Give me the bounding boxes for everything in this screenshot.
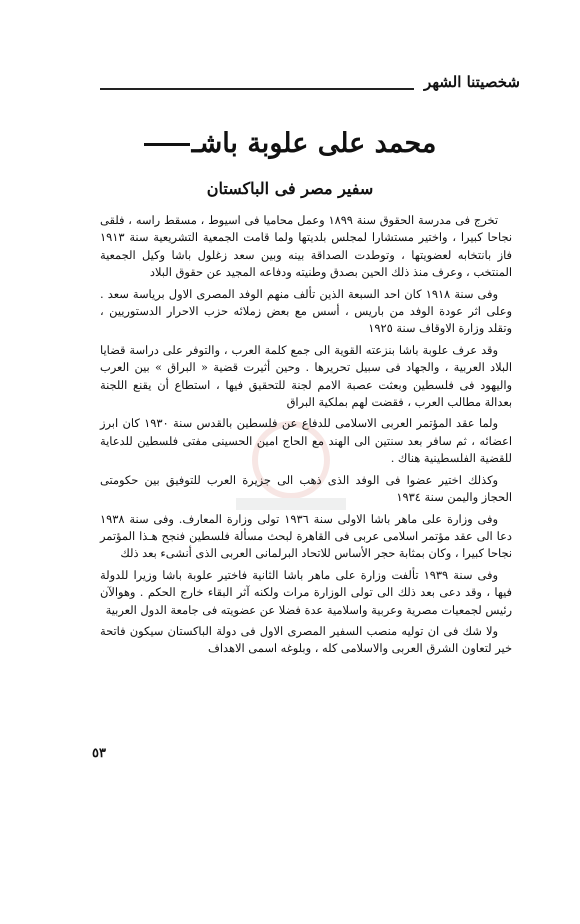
section-label: شخصيتنا الشهر bbox=[414, 70, 526, 94]
paragraph-7: وفى سنة ١٩٣٩ تألفت وزارة على ماهر باشا الثانية فاختير علوبة باشا وزيرا للدولة فيها ، وقد دعى بعد ذلك الى تولى الوزارة مرات ولكنه آثر البقاء خارج الحكم . وهوالآن رئيس لجمعيات مصرية وعربية واسلامية عدة فضلا عن عضويته فى جامعة الدول العربية bbox=[100, 567, 512, 617]
paragraph-1: تخرج فى مدرسة الحقوق سنة ١٨٩٩ وعمل محاميا فى اسيوط ، مسقط راسه ، فلقى نجاحا كبيرا ، واختير مستشارا لمجلس بلديتها ولما قامت الجمعية التشريعية سنة ١٩١٣ فاز بانتخابه لعضويتها ، وتوطدت الصداقة بينه وبين سعد زغلول باشا وكيل الجمعية المنتخب ، وعرف منذ ذلك الحين بصدق وطنيته ودفاعه المجيد عن حقوق البلاد bbox=[100, 213, 512, 280]
article-title bbox=[130, 126, 450, 162]
paragraph-5: وكذلك اختير عضوا فى الوفد الذى ذهب الى جزيرة العرب للتوفيق بين حكومتى الحجاز واليمن سنة ١٩٣٤ bbox=[100, 472, 512, 505]
article-subtitle: سفير مصر فى الباكستان bbox=[206, 179, 374, 199]
title-flourish bbox=[144, 143, 190, 146]
paragraph-6: وفى وزارة على ماهر باشا الاولى سنة ١٩٣٦ تولى وزارة المعارف. وفى سنة ١٩٣٨ دعا الى عقد مؤتمر اسلامى عربى فى القاهرة لبحث مسألة فلسطين فنجح هـذا المؤتمر نجاحا كبيرا ، وكان بمثابة حجر الأساس للاتحاد البرلمانى العربى الذى أنشىء بعد ذلك bbox=[100, 511, 512, 561]
article-title-text: محمد على علوبة باشـ bbox=[191, 128, 437, 160]
article-body bbox=[100, 212, 512, 662]
paragraph-4: ولما عقد المؤتمر العربى الاسلامى للدفاع عن فلسطين بالقدس سنة ١٩٣٠ كان ابرز اعضائه ، ثم سافر بعد سنتين الى الهند مع الحاج امين الحسينى مفتى فلسطين للدعاية للقضية الفلسطينية هناك . bbox=[100, 416, 512, 466]
paragraph-3: وقد عرف علوبة باشا بنزعته القوية الى جمع كلمة العرب ، والتوفر على دراسة قضايا البلاد العربية ، والجهاد فى سبيل تحريرها . وحين أثيرت قضية « البراق » بين العرب واليهود فى فلسطين وبعثت عصبة الامم لجنة للتحقيق فيها ، استطاع أن يقنع اللجنة بعدالة مطالب العرب ، فقضت لهم بملكية البراق bbox=[100, 342, 512, 410]
page-number: ٥٣ bbox=[92, 746, 106, 761]
paragraph-8: ولا شك فى ان توليه منصب السفير المصرى الاول فى دولة الباكستان سيكون فاتحة خير لتعاون الشرق العربى والاسلامى كله ، وبلوغه اسمى الاهداف bbox=[100, 623, 512, 656]
paragraph-2: وفى سنة ١٩١٨ كان احد السبعة الذين تألف منهم الوفد المصرى الاول برياسة سعد . وعلى اثر عودة الوفد من باريس ، أسس مع بعض زملائه حزب الاحرار الدستوريين ، وتقلد وزارة الاوقاف سنة ١٩٢٥ bbox=[100, 286, 512, 336]
